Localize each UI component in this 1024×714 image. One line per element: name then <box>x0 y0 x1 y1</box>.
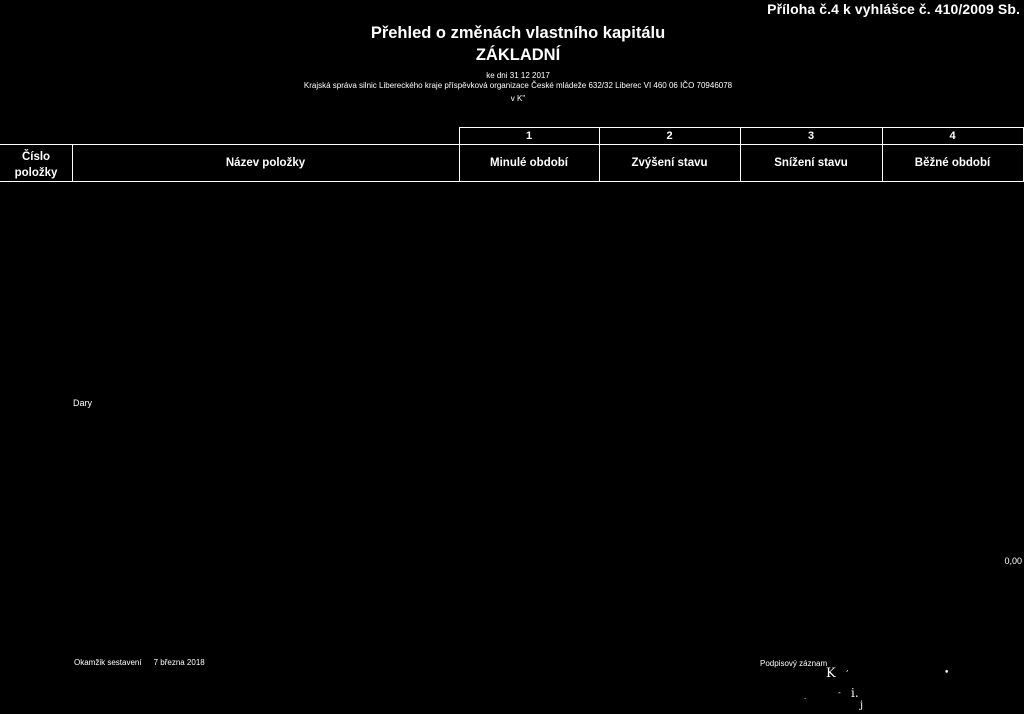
page-title: Přehled o změnách vlastního kapitálu <box>370 24 666 42</box>
header-increase: Zvýšení stavu <box>631 157 708 169</box>
header-bottom-line <box>0 181 1024 182</box>
header-decrease: Snížení stavu <box>774 157 848 169</box>
table-row-label: Dary <box>73 398 93 408</box>
compiled-label: Okamžik sestavení <box>74 658 142 667</box>
header-current-period: Běžné období <box>914 157 991 169</box>
as-of-date: ke dni 31 12 2017 <box>486 71 550 80</box>
currency-unit: v K" <box>510 94 526 103</box>
compiled-value: 7 března 2018 <box>153 658 205 667</box>
signature-label: Podpisový záznam <box>760 659 828 668</box>
col-number-3: 3 <box>807 130 815 142</box>
page-subtitle: ZÁKLADNÍ <box>475 46 561 64</box>
organization-info: Krajská správa silnic Libereckého kraje příspěvková organizace České mládeže 632/32 Liberec VI 460 06 IČO 70946078 <box>303 81 733 90</box>
header-item-name: Název položky <box>225 157 306 169</box>
col-number-4: 4 <box>949 130 956 142</box>
compiled-at <box>74 658 205 667</box>
col-number-1: 1 <box>525 130 533 142</box>
col-number-2: 2 <box>666 130 673 142</box>
header-item-number: Číslo položky <box>14 151 58 179</box>
header-previous-period: Minulé období <box>490 157 568 169</box>
header-mid-line <box>459 144 1024 145</box>
header-top-line <box>459 127 1024 128</box>
annex-reference: Příloha č.4 k vyhlášce č. 410/2009 Sb. <box>767 1 1020 17</box>
total-value: 0,00 <box>1004 556 1022 566</box>
header-left-top-line <box>0 144 459 145</box>
